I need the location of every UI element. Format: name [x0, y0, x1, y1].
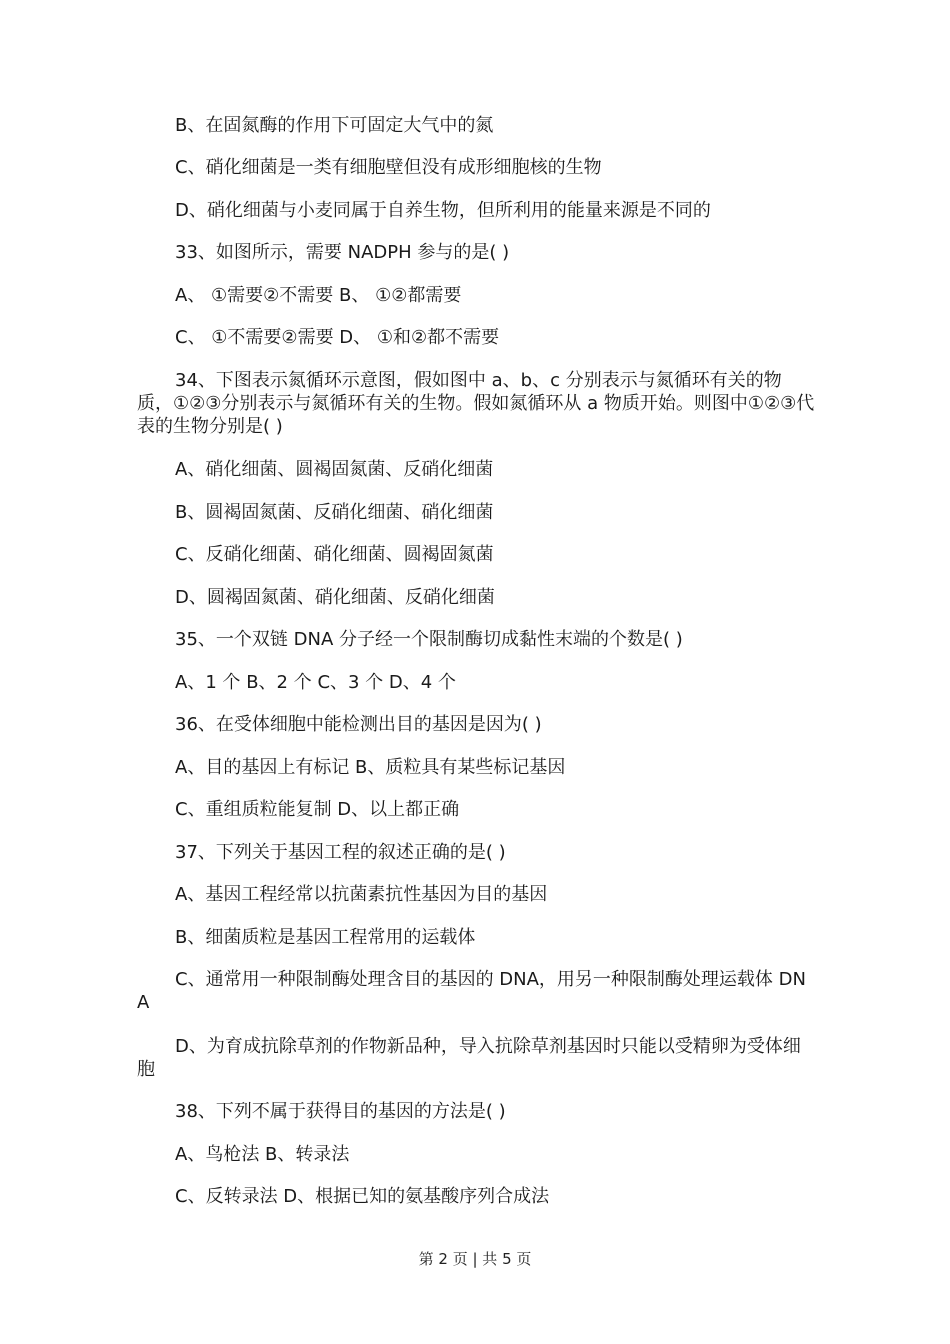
option-36-ab: A、目的基因上有标记 B、质粒具有某些标记基因	[175, 757, 566, 778]
option-32d: D、硝化细菌与小麦同属于自养生物，但所利用的能量来源是不同的	[175, 200, 711, 221]
option-33-ab: A、 ①需要②不需要 B、 ①②都需要	[175, 285, 462, 306]
page-footer: 第 2 页 | 共 5 页	[418, 1250, 532, 1268]
option-34c: C、反硝化细菌、硝化细菌、圆褐固氮菌	[175, 544, 494, 565]
question-35: 35、一个双链 DNA 分子经一个限制酶切成黏性末端的个数是( )	[175, 629, 683, 650]
question-33: 33、如图所示，需要 NADPH 参与的是( )	[175, 242, 510, 263]
option-37d: D、为育成抗除草剂的作物新品种，导入抗除草剂基因时只能以受精卵为受体细胞	[137, 1036, 801, 1080]
option-35: A、1 个 B、2 个 C、3 个 D、4 个	[175, 672, 456, 693]
option-37c: C、通常用一种限制酶处理含目的基因的 DNA，用另一种限制酶处理运载体 DNA	[137, 969, 806, 1013]
option-34d: D、圆褐固氮菌、硝化细菌、反硝化细菌	[175, 587, 495, 608]
question-37: 37、下列关于基因工程的叙述正确的是( )	[175, 842, 506, 863]
option-36-cd: C、重组质粒能复制 D、以上都正确	[175, 799, 460, 820]
option-37a: A、基因工程经常以抗菌素抗性基因为目的基因	[175, 884, 548, 905]
option-37b: B、细菌质粒是基因工程常用的运载体	[175, 927, 476, 948]
option-32c: C、硝化细菌是一类有细胞壁但没有成形细胞核的生物	[175, 157, 602, 178]
option-34a: A、硝化细菌、圆褐固氮菌、反硝化细菌	[175, 459, 494, 480]
option-32b: B、在固氮酶的作用下可固定大气中的氮	[175, 115, 494, 136]
question-34: 34、下图表示氮循环示意图，假如图中 a、b、c 分别表示与氮循环有关的物质，①②③分别表示与氮循环有关的生物。假如氮循环从 a 物质开始。则图中①②③代表的生物分别是( )	[137, 370, 815, 437]
question-36: 36、在受体细胞中能检测出目的基因是因为( )	[175, 714, 542, 735]
option-38-ab: A、鸟枪法 B、转录法	[175, 1144, 350, 1165]
option-38-cd: C、反转录法 D、根据已知的氨基酸序列合成法	[175, 1186, 550, 1207]
option-33-cd: C、 ①不需要②需要 D、 ①和②都不需要	[175, 327, 500, 348]
option-34b: B、圆褐固氮菌、反硝化细菌、硝化细菌	[175, 502, 494, 523]
question-38: 38、下列不属于获得目的基因的方法是( )	[175, 1101, 506, 1122]
